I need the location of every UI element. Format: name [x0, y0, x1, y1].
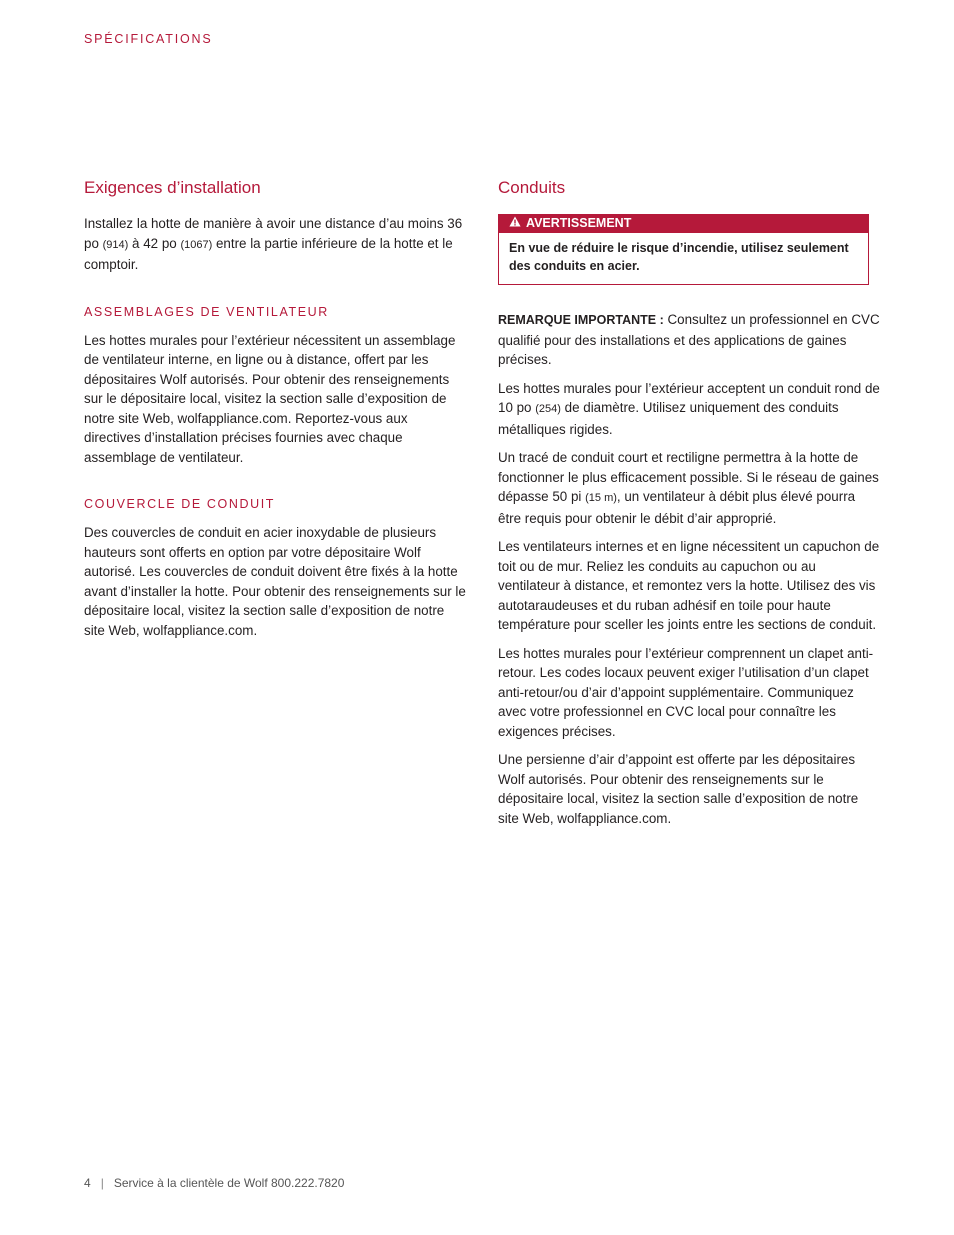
installation-intro: Installez la hotte de manière à avoir une distance d’au moins 36 po (914) à 42 po (1067) entre la partie inférieure de la hotte et le comptoir. — [84, 216, 463, 272]
footer-service-text: Service à la clientèle de Wolf 800.222.7820 — [113, 1176, 345, 1190]
important-note-label: REMARQUE IMPORTANTE : — [498, 313, 664, 327]
right-column — [498, 178, 880, 837]
makeup-air-text: Une persienne d’air d’appoint est offerte par les dépositaires Wolf autorisés. Pour obtenir des renseignements sur le dépositaire local, visitez la section salle d’exposition de notre site Web, wolfappliance.com. — [498, 752, 859, 826]
installation-title: Exigences d’installation — [84, 178, 261, 197]
duct-cover-text: Des couvercles de conduit en acier inoxydable de plusieurs hauteurs sont offerts en option par votre dépositaire Wolf autorisé. Les couvercles de conduit doivent être fixés à la hotte avant d’installer la hotte. Pour obtenir des renseignements sur le dépositaire local, visitez la section salle d’exposition de notre site Web, wolfappliance.com. — [84, 525, 466, 638]
section-header: SPÉCIFICATIONS — [84, 32, 213, 46]
damper-text: Les hottes murales pour l’extérieur comprennent un clapet anti-retour. Les codes locaux peuvent exiger l’utilisation d’un clapet anti-retour/ou d’air d’appoint supplémentaire. Communiquez avec votre professionnel en CVC local pour connaître les exigences précises. — [498, 645, 874, 739]
warning-box — [498, 214, 869, 285]
metric-1067: (1067) — [180, 238, 213, 251]
cap-text: Les ventilateurs internes et en ligne nécessitent un capuchon de toit ou de mur. Reliez les conduits au capuchon ou au ventilateur à distance, et remontez vers la hotte. Utilisez des vis autotaraudeuses et du ruban adhésif en toile pour haute température pour sceller les joints entre les sections de conduit. — [498, 539, 880, 632]
ducts-title: Conduits — [498, 178, 566, 197]
warning-triangle-icon — [509, 216, 521, 231]
important-note: REMARQUE IMPORTANTE : Consultez un professionnel en CVC qualifié pour des installations et des applications de gaines précises. — [498, 312, 880, 367]
warning-header — [499, 215, 868, 233]
metric-254: (254) — [535, 403, 561, 415]
page-number: 4 — [84, 1176, 91, 1190]
footer-separator: | — [100, 1176, 104, 1190]
left-column — [84, 178, 466, 649]
metric-914: (914) — [102, 238, 129, 251]
warning-label: AVERTISSEMENT — [526, 216, 632, 230]
warning-text: En vue de réduire le risque d’incendie, utilisez seulement des conduits en acier. — [509, 241, 849, 273]
duct-size-text: Les hottes murales pour l’extérieur acceptent un conduit rond de 10 po (254) de diamètre. Utilisez uniquement des conduits métalliques rigides. — [498, 380, 880, 437]
duct-run-text: Un tracé de conduit court et rectiligne permettra à la hotte de fonctionner le plus efficacement possible. Si le réseau de gaines dépasse 50 pi (15 m), un ventilateur à débit plus élevé pourra être requis pour obtenir le débit d’air approprié. — [498, 450, 879, 526]
metric-15m: (15 m) — [585, 492, 617, 504]
page-footer — [84, 1176, 344, 1190]
blower-text: Les hottes murales pour l’extérieur nécessitent un assemblage de ventilateur interne, en ligne ou à distance, offert par les dépositaires Wolf autorisés. Pour obtenir des renseignements sur le dépositaire local, visitez la section salle d’exposition de notre site Web, wolfappliance.com. Reportez-vous aux directives d’installation précises fournies avec chaque assemblage de ventilateur. — [84, 332, 456, 465]
duct-cover-heading: COUVERCLE DE CONDUIT — [84, 497, 276, 511]
blower-heading: ASSEMBLAGES DE VENTILATEUR — [84, 304, 329, 319]
